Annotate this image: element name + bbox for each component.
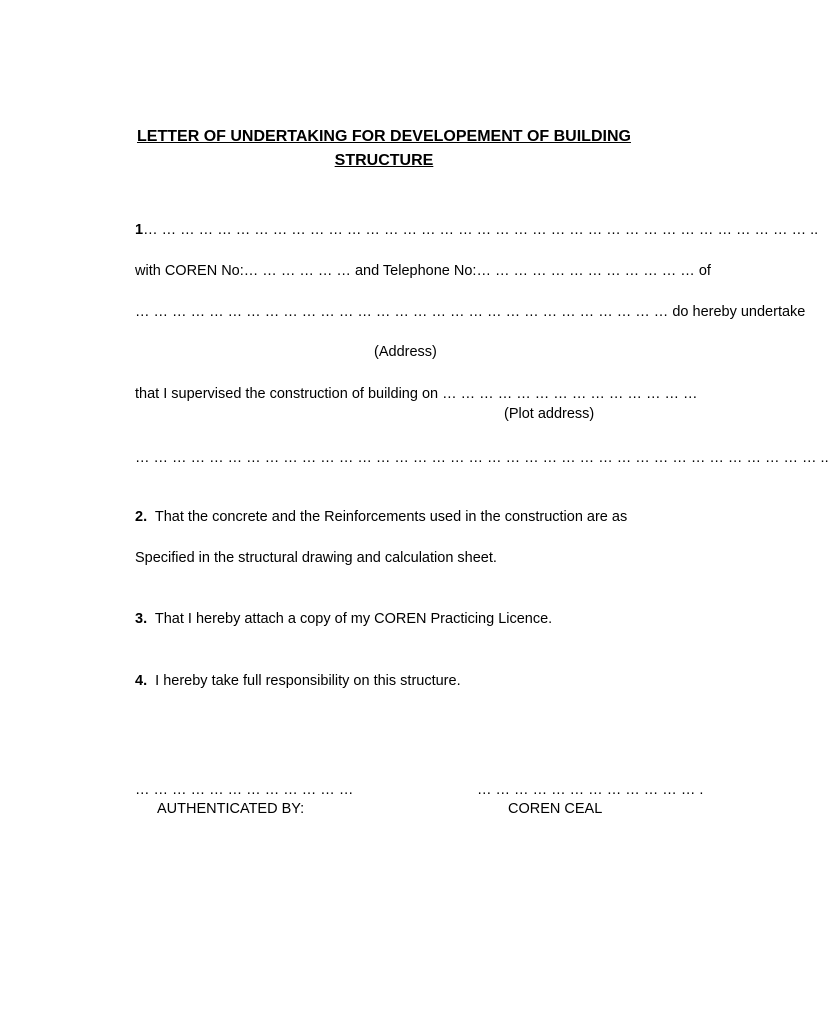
name-blank: … … … … … … … … … … … … … … … … … … … … … … … … … … … … … … … … … … … … .. [143,222,819,238]
supervised-text: that I supervised the construction [135,386,348,402]
telephone-label: and Telephone No: [354,263,477,279]
telephone-blank: … … … … … … … … … … … … [476,263,695,279]
para3-number: 3. [135,611,148,627]
building-text: of building on [351,386,439,402]
para3-line [135,610,552,628]
address-caption: (Address) [374,344,437,360]
undertake-text: do hereby undertake [672,304,806,320]
para3-text: That I hereby attach a copy of my COREN Practicing Licence. [154,611,553,627]
para1-line5 [135,385,698,403]
para4-text: I hereby take full responsibility on this structure. [155,673,461,689]
plot-address-caption: (Plot address) [504,406,595,422]
coren-seal-blank: … … … … … … … … … … … … . [477,782,704,798]
para4-number: 4. [135,673,148,689]
coren-label: with COREN No: [135,263,244,279]
para1-line6 [135,449,829,467]
address-blank: … … … … … … … … … … … … … … … … … … … … … … … … … … … … … [135,304,669,320]
authenticated-by-label: AUTHENTICATED BY: [157,801,305,817]
para2-number: 2. [135,509,148,525]
para1-line2 [135,262,711,280]
of-text: of [698,263,711,279]
para4-line [135,672,461,690]
para1-number: 1 [135,222,144,238]
coren-seal-label: COREN CEAL [508,801,603,817]
para1-line3 [135,303,805,321]
plot-blank-continued: … … … … … … … … … … … … … … … … … … … … … … … … … … … … … … … … … … … … … .. [135,450,829,466]
document-title-line2: STRUCTURE [334,152,434,169]
coren-blank: … … … … … … [243,263,351,279]
document-title-line1: LETTER OF UNDERTAKING FOR DEVELOPEMENT OF BUILDING [137,128,631,145]
para2-line1 [135,508,627,526]
para1-line1 [135,221,818,239]
authenticated-signature-blank: … … … … … … … … … … … … [135,782,354,798]
plot-blank: … … … … … … … … … … … … … … [442,386,698,402]
para2-line2: Specified in the structural drawing and calculation sheet. [135,550,497,566]
para2-text1: That the concrete and the Reinforcements used in the construction are as [154,509,628,525]
